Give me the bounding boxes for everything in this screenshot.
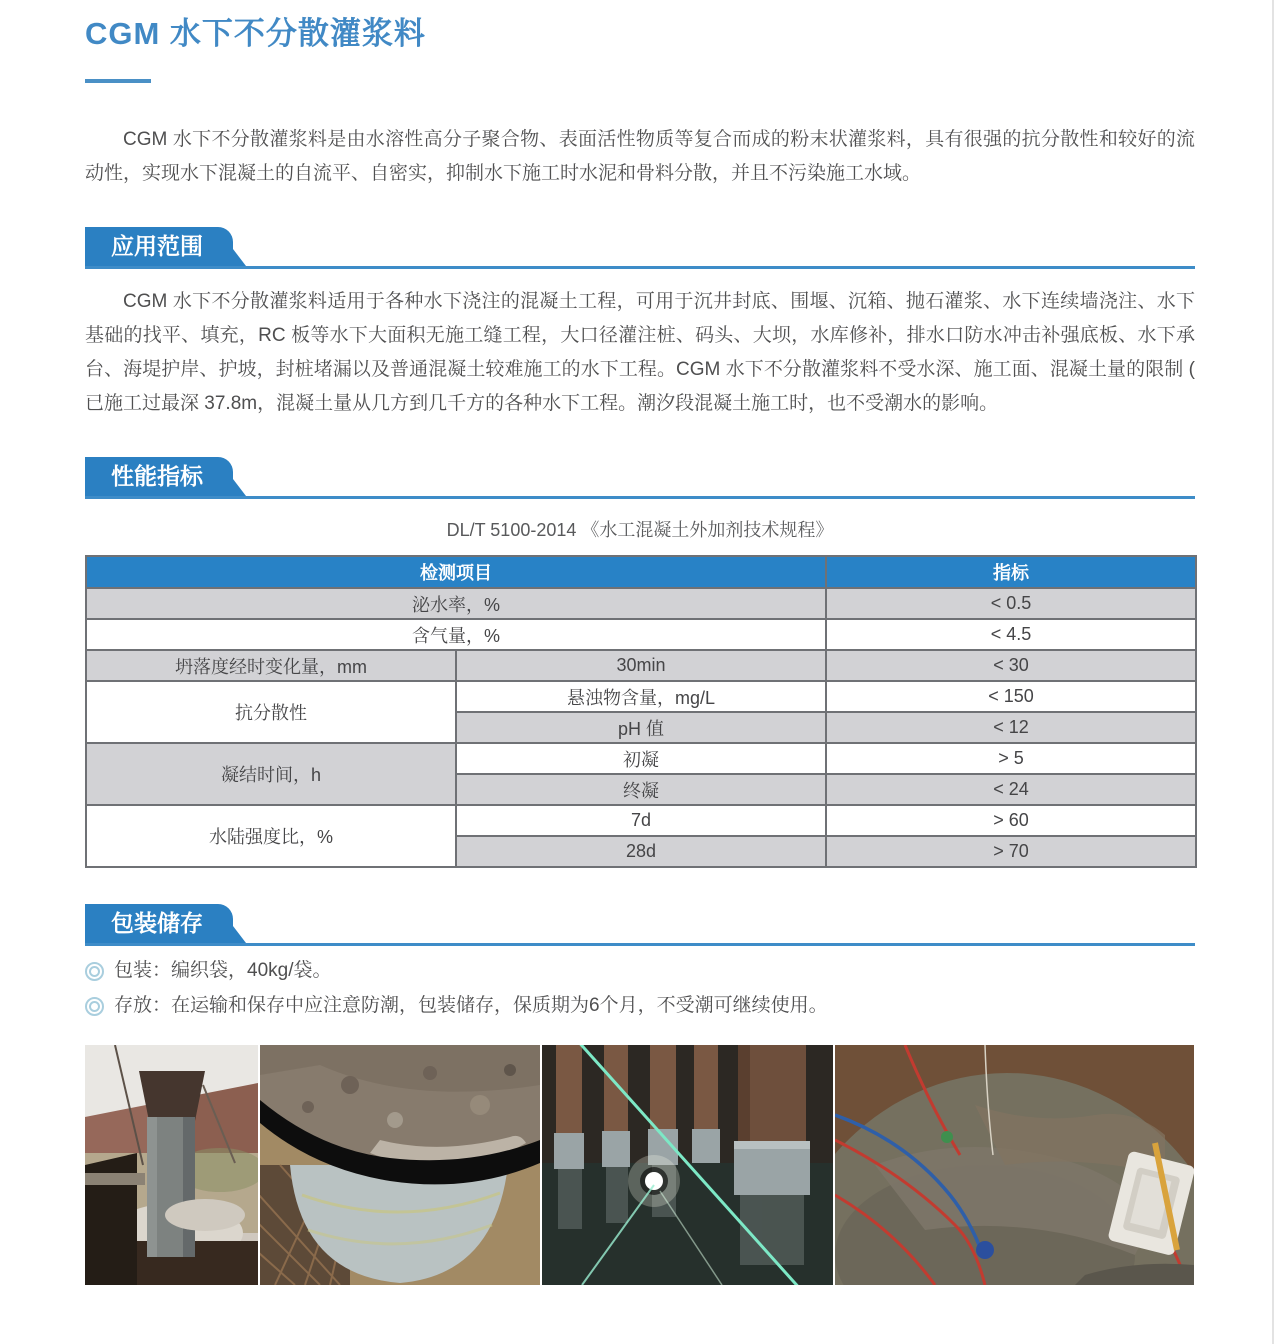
table-header-item: 检测项目 bbox=[86, 556, 826, 588]
table-cell-group: 凝结时间，h bbox=[86, 743, 456, 805]
table-cell-group: 抗分散性 bbox=[86, 681, 456, 743]
table-header-row bbox=[86, 556, 1196, 588]
table-cell-value: < 4.5 bbox=[826, 619, 1196, 650]
table-cell-group: 水陆强度比，% bbox=[86, 805, 456, 867]
photo-pile-with-formwork-icon bbox=[85, 1045, 258, 1285]
section-tab-packaging: 包装储存 bbox=[85, 904, 233, 943]
table-cell-sub: 终凝 bbox=[456, 774, 826, 805]
table-cell-value: < 12 bbox=[826, 712, 1196, 743]
bullet-text: 存放：在运输和保存中应注意防潮，包装储存，保质期为6个月，不受潮可继续使用。 bbox=[114, 995, 828, 1016]
table-cell-value: < 30 bbox=[826, 650, 1196, 681]
section-header-application bbox=[85, 227, 1195, 269]
table-cell-label: 泌水率，% bbox=[86, 588, 826, 619]
section-tab-application: 应用范围 bbox=[85, 227, 233, 266]
table-cell-sub: 初凝 bbox=[456, 743, 826, 774]
table-cell-sub: pH 值 bbox=[456, 712, 826, 743]
standard-caption: DL/T 5100-2014 《水工混凝土外加剂技术规程》 bbox=[446, 520, 834, 540]
project-photo-strip bbox=[85, 1045, 1195, 1285]
table-cell-value: > 5 bbox=[826, 743, 1196, 774]
table-row bbox=[86, 650, 1196, 681]
table-row bbox=[86, 588, 1196, 619]
bullet-text: 包装：编织袋，40kg/袋。 bbox=[114, 960, 332, 981]
document-page bbox=[85, 0, 1195, 1285]
table-cell-value: < 0.5 bbox=[826, 588, 1196, 619]
table-cell-label: 坍落度经时变化量，mm bbox=[86, 650, 456, 681]
intro-paragraph: CGM 水下不分散灌浆料是由水溶性高分子聚合物、表面活性物质等复合而成的粉末状灌浆料，具有很强的抗分散性和较好的流动性，实现水下混凝土的自流平、自密实，抑制水下施工时水泥和骨料分散，并且不污染施工水域。 bbox=[85, 129, 1195, 184]
table-cell-value: > 70 bbox=[826, 836, 1196, 867]
ring-bullet-icon bbox=[85, 997, 104, 1016]
application-paragraph: CGM 水下不分散灌浆料适用于各种水下浇注的混凝土工程，可用于沉井封底、围堰、沉箱、抛石灌浆、水下连续墙浇注、水下基础的找平、填充，RC 板等水下大面积无施工缝工程，大口径灌注桩、码头、大坝，水库修补，排水口防水冲击补强底板、水下承台、海堤护岸、护坡，封桩堵漏以及普通混凝土较难施工的水下工程。CGM 水下不分散灌浆料不受水深、施工面、混凝土量的限制 ( 已施工过最深 37.8m，混凝土量从几方到几千方的各种水下工程。潮汐段混凝土施工时，也不受潮水的影响。 bbox=[85, 291, 1195, 414]
ring-bullet-icon bbox=[85, 962, 104, 981]
table-cell-value: < 24 bbox=[826, 774, 1196, 805]
table-row bbox=[86, 681, 1196, 712]
page-title: CGM 水下不分散灌浆料 bbox=[85, 16, 426, 51]
table-row bbox=[86, 619, 1196, 650]
table-row bbox=[86, 805, 1196, 836]
table-cell-sub: 30min bbox=[456, 650, 826, 681]
table-cell-value: < 150 bbox=[826, 681, 1196, 712]
photo-night-underwater-grouting-icon bbox=[542, 1045, 833, 1285]
section-header-performance bbox=[85, 457, 1195, 499]
table-cell-value: > 60 bbox=[826, 805, 1196, 836]
section-tab-performance: 性能指标 bbox=[85, 457, 233, 496]
section-header-packaging bbox=[85, 904, 1195, 946]
photo-caisson-cofferdam-icon bbox=[835, 1045, 1194, 1285]
page-edge-line bbox=[1272, 0, 1274, 1344]
table-cell-label: 含气量，% bbox=[86, 619, 826, 650]
table-row bbox=[86, 743, 1196, 774]
packaging-bullets bbox=[85, 958, 1195, 1019]
photo-pile-jacket-repair-icon bbox=[260, 1045, 540, 1285]
list-item bbox=[85, 958, 1195, 984]
performance-table bbox=[85, 555, 1197, 868]
table-cell-sub: 28d bbox=[456, 836, 826, 867]
table-cell-sub: 7d bbox=[456, 805, 826, 836]
title-underline bbox=[85, 79, 151, 83]
list-item bbox=[85, 993, 1195, 1019]
table-header-index: 指标 bbox=[826, 556, 1196, 588]
table-cell-sub: 悬浊物含量，mg/L bbox=[456, 681, 826, 712]
